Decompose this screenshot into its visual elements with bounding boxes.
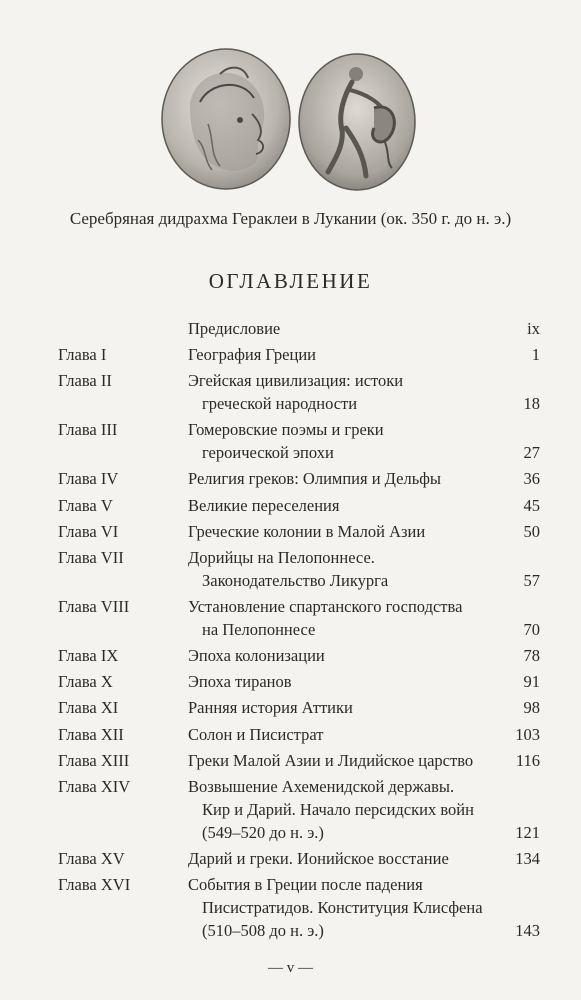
toc-chapter-label: Глава X	[58, 672, 113, 692]
toc-chapter-label: Глава VII	[58, 548, 124, 567]
toc-chapter-label: Глава XI	[58, 698, 119, 718]
toc-title-line: Греческие колонии в Малой Азии	[188, 521, 426, 541]
toc-title-line: героической эпохи	[202, 443, 334, 463]
toc-title-line: Великие переселения	[188, 495, 340, 515]
toc-chapter-label: Глава I	[58, 345, 107, 365]
toc-title-line: Солон и Писистрат	[188, 724, 324, 744]
toc-page-number: 27	[523, 443, 540, 463]
toc-page-number: 103	[515, 724, 540, 744]
toc-title-line: Гомеровские поэмы и греки	[188, 420, 384, 440]
toc-title-line: греческой народности	[202, 394, 358, 414]
toc-chapter-label: Глава XVI	[58, 875, 131, 894]
toc-title-line: Эпоха тиранов	[188, 672, 292, 692]
toc-title-line: Законодательство Ликурга	[202, 570, 389, 590]
toc-page-number: 45	[523, 495, 540, 515]
toc-title-line: (549–520 до н. э.)	[202, 822, 324, 842]
toc-title-line: Дарий и греки. Ионийское восстание	[188, 848, 449, 868]
toc-title-line: География Греции	[188, 345, 316, 365]
toc-title-line: (510–508 до н. э.)	[202, 920, 324, 940]
toc-title-line: Дорийцы на Пелопоннесе.	[188, 548, 375, 567]
toc-page-number: ix	[527, 319, 540, 338]
toc-chapter-label: Глава XII	[58, 724, 124, 744]
toc-title-line: Эпоха колонизации	[188, 646, 325, 665]
toc-title-line: Эгейская цивилизация: истоки	[188, 371, 404, 391]
page-number: — v —	[268, 960, 313, 976]
toc-chapter-label: Глава VI	[58, 521, 119, 541]
toc-page-number: 116	[515, 750, 540, 770]
toc-page-number: 91	[523, 672, 540, 692]
coin-caption: Серебряная дидрахма Гераклеи в Лукании (ок. 350 г. до н. э.)	[69, 209, 512, 228]
toc-page-number: 78	[523, 646, 540, 665]
toc-page-number: 70	[523, 619, 540, 639]
toc-page-number: 1	[531, 345, 540, 365]
toc-chapter-label: Глава VIII	[58, 597, 130, 616]
toc-page-number: 50	[523, 521, 540, 541]
toc-chapter-label: Глава IX	[58, 646, 119, 665]
toc-page-number: 36	[523, 469, 540, 489]
toc-chapter-label: Глава XIV	[58, 777, 131, 796]
toc-chapter-label: Глава III	[58, 420, 118, 440]
toc-title-line: Предисловие	[188, 319, 281, 338]
toc-title-line: Религия греков: Олимпия и Дельфы	[188, 469, 441, 489]
toc-page-number: 121	[515, 822, 540, 842]
toc-page-number: 57	[523, 570, 540, 590]
toc-page-number: 143	[515, 920, 540, 940]
toc-title: ОГЛАВЛЕНИЕ	[208, 269, 373, 293]
toc-title-line: Кир и Дарий. Начало персидских войн	[202, 799, 474, 819]
toc-title-line: Ранняя история Аттики	[188, 698, 353, 718]
toc-chapter-label: Глава II	[58, 371, 112, 391]
toc-page-number: 98	[523, 698, 540, 718]
toc-chapter-label: Глава IV	[58, 469, 119, 489]
toc-page-number: 134	[515, 848, 540, 868]
toc-chapter-label: Глава XIII	[58, 750, 130, 770]
toc-title-line: на Пелопоннесе	[202, 619, 316, 639]
toc-page-number: 18	[523, 394, 540, 414]
toc-chapter-label: Глава XV	[58, 848, 125, 868]
toc-title-line: Установление спартанского господства	[188, 597, 463, 616]
toc-title-line: Писистратидов. Конституция Клисфена	[202, 897, 483, 917]
toc-chapter-label: Глава V	[58, 495, 113, 515]
toc-title-line: Возвышение Ахеменидской державы.	[188, 777, 455, 796]
toc-title-line: Греки Малой Азии и Лидийское царство	[188, 750, 474, 770]
toc-title-line: События в Греции после падения	[188, 875, 423, 894]
